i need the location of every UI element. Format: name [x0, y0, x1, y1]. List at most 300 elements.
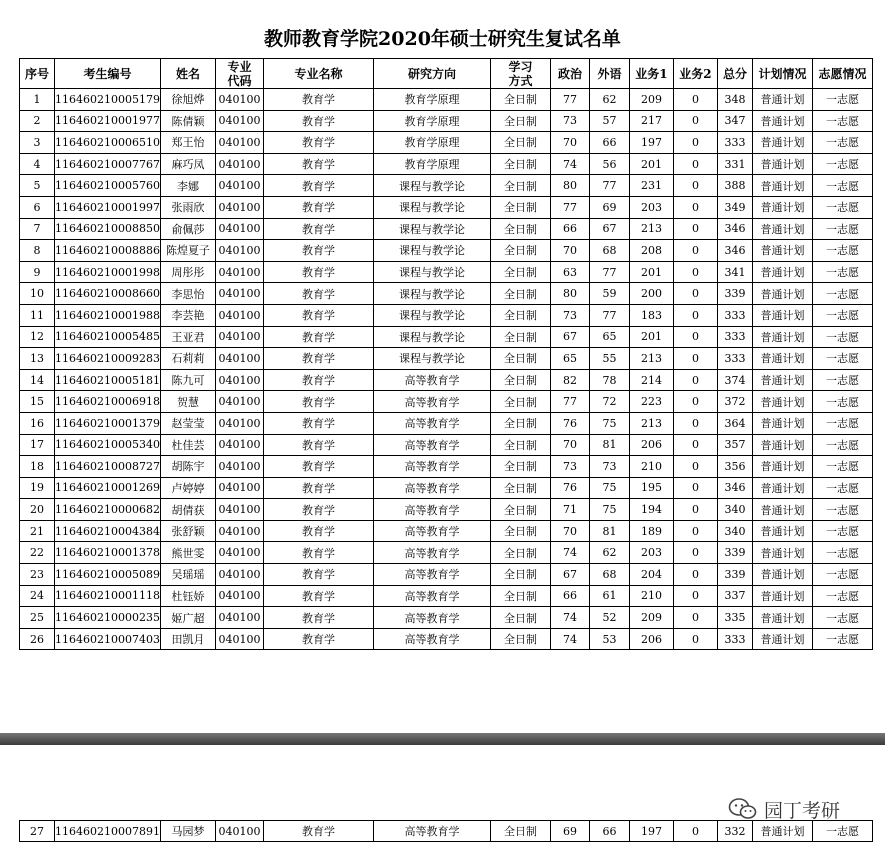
table-row: [20, 261, 873, 283]
cell-subject-2: 0: [673, 240, 717, 262]
cell-research-direction: 课程与教学论: [373, 348, 490, 370]
header-research-direction: 研究方向: [373, 59, 490, 89]
cell-major-name: 教育学: [263, 348, 373, 370]
cell-plan: 普通计划: [752, 542, 812, 564]
cell-major-name: 教育学: [263, 607, 373, 629]
cell-research-direction: 课程与教学论: [373, 175, 490, 197]
cell-subject-2: 0: [673, 628, 717, 650]
cell-study-mode: 全日制: [490, 391, 550, 413]
cell-exam-id: 116460210008727: [55, 456, 161, 478]
cell-research-direction: 课程与教学论: [373, 261, 490, 283]
cell-total: 341: [717, 261, 752, 283]
cell-total: 357: [717, 434, 752, 456]
cell-seq: 22: [20, 542, 55, 564]
cell-seq: 19: [20, 477, 55, 499]
cell-major-code: 040100: [215, 499, 263, 521]
cell-research-direction: 高等教育学: [373, 499, 490, 521]
cell-name: 俞佩莎: [160, 218, 215, 240]
cell-subject-1: 209: [629, 607, 673, 629]
cell-foreign-language: 81: [589, 520, 629, 542]
cell-subject-1: 203: [629, 196, 673, 218]
cell-preference: 一志愿: [812, 175, 872, 197]
cell-name: 姬广超: [160, 607, 215, 629]
cell-subject-2: 0: [673, 261, 717, 283]
cell-total: 372: [717, 391, 752, 413]
cell-major-name: 教育学: [263, 175, 373, 197]
cell-major-code: 040100: [215, 89, 263, 111]
cell-major-code: 040100: [215, 348, 263, 370]
cell-seq: 6: [20, 196, 55, 218]
cell-politics: 82: [550, 369, 589, 391]
cell-plan: 普通计划: [752, 520, 812, 542]
cell-politics: 74: [550, 607, 589, 629]
cell-major-name: 教育学: [263, 89, 373, 111]
cell-name: 麻巧凤: [160, 153, 215, 175]
cell-plan: 普通计划: [752, 456, 812, 478]
cell-politics: 77: [550, 89, 589, 111]
admission-list-table: [19, 58, 873, 650]
wechat-icon: [728, 797, 758, 821]
cell-major-code: 040100: [215, 628, 263, 650]
table-row: [20, 110, 873, 132]
cell-name: 陈倩颖: [160, 110, 215, 132]
watermark-text: 园丁考研: [764, 799, 841, 822]
cell-plan: 普通计划: [752, 153, 812, 175]
cell-politics: 67: [550, 564, 589, 586]
cell-preference: 一志愿: [812, 564, 872, 586]
cell-foreign-language: 53: [589, 628, 629, 650]
cell-name: 张舒颖: [160, 520, 215, 542]
cell-major-name: 教育学: [263, 821, 373, 842]
cell-preference: 一志愿: [812, 628, 872, 650]
table-header-row: [20, 59, 873, 89]
cell-exam-id: 116460210001988: [55, 304, 161, 326]
cell-politics: 77: [550, 196, 589, 218]
cell-major-name: 教育学: [263, 196, 373, 218]
header-major-name: 专业名称: [263, 59, 373, 89]
header-preference: 志愿情况: [812, 59, 872, 89]
cell-total: 347: [717, 110, 752, 132]
cell-politics: 76: [550, 477, 589, 499]
cell-total: 331: [717, 153, 752, 175]
cell-subject-1: 213: [629, 348, 673, 370]
cell-plan: 普通计划: [752, 391, 812, 413]
cell-preference: 一志愿: [812, 585, 872, 607]
cell-subject-2: 0: [673, 434, 717, 456]
header-plan: 计划情况: [752, 59, 812, 89]
cell-major-name: 教育学: [263, 369, 373, 391]
cell-study-mode: 全日制: [490, 542, 550, 564]
cell-study-mode: 全日制: [490, 89, 550, 111]
cell-name: 赵莹莹: [160, 412, 215, 434]
cell-foreign-language: 59: [589, 283, 629, 305]
cell-subject-1: 201: [629, 153, 673, 175]
cell-exam-id: 116460210001378: [55, 542, 161, 564]
cell-research-direction: 高等教育学: [373, 542, 490, 564]
cell-foreign-language: 81: [589, 434, 629, 456]
cell-foreign-language: 68: [589, 564, 629, 586]
cell-name: 吴瑶瑶: [160, 564, 215, 586]
cell-major-name: 教育学: [263, 261, 373, 283]
cell-preference: 一志愿: [812, 304, 872, 326]
cell-major-name: 教育学: [263, 326, 373, 348]
cell-total: 388: [717, 175, 752, 197]
cell-foreign-language: 75: [589, 499, 629, 521]
cell-seq: 5: [20, 175, 55, 197]
cell-foreign-language: 52: [589, 607, 629, 629]
cell-total: 340: [717, 499, 752, 521]
cell-name: 熊世雯: [160, 542, 215, 564]
cell-name: 田凯月: [160, 628, 215, 650]
cell-foreign-language: 66: [589, 132, 629, 154]
cell-exam-id: 116460210005760: [55, 175, 161, 197]
cell-major-name: 教育学: [263, 391, 373, 413]
cell-foreign-language: 62: [589, 89, 629, 111]
cell-seq: 20: [20, 499, 55, 521]
cell-politics: 73: [550, 456, 589, 478]
cell-subject-2: 0: [673, 283, 717, 305]
cell-subject-1: 217: [629, 110, 673, 132]
cell-politics: 74: [550, 153, 589, 175]
cell-research-direction: 课程与教学论: [373, 240, 490, 262]
cell-subject-1: 201: [629, 326, 673, 348]
cell-major-name: 教育学: [263, 628, 373, 650]
cell-total: 346: [717, 477, 752, 499]
cell-study-mode: 全日制: [490, 348, 550, 370]
cell-subject-1: 210: [629, 585, 673, 607]
cell-name: 李芸艳: [160, 304, 215, 326]
cell-research-direction: 高等教育学: [373, 607, 490, 629]
cell-total: 333: [717, 304, 752, 326]
cell-total: 333: [717, 628, 752, 650]
cell-study-mode: 全日制: [490, 240, 550, 262]
table-row: [20, 456, 873, 478]
cell-seq: 14: [20, 369, 55, 391]
cell-major-code: 040100: [215, 412, 263, 434]
cell-subject-2: 0: [673, 348, 717, 370]
header-foreign-language: 外语: [589, 59, 629, 89]
cell-name: 李思怡: [160, 283, 215, 305]
cell-major-code: 040100: [215, 153, 263, 175]
cell-subject-2: 0: [673, 607, 717, 629]
cell-name: 李娜: [160, 175, 215, 197]
table-row: [20, 218, 873, 240]
cell-politics: 80: [550, 175, 589, 197]
table-row: [20, 585, 873, 607]
cell-seq: 4: [20, 153, 55, 175]
cell-plan: 普通计划: [752, 89, 812, 111]
admission-list-table-continued: [19, 820, 873, 842]
cell-foreign-language: 62: [589, 542, 629, 564]
cell-politics: 65: [550, 348, 589, 370]
cell-preference: 一志愿: [812, 110, 872, 132]
cell-name: 石莉莉: [160, 348, 215, 370]
cell-plan: 普通计划: [752, 175, 812, 197]
cell-exam-id: 116460210005181: [55, 369, 161, 391]
cell-research-direction: 高等教育学: [373, 520, 490, 542]
cell-study-mode: 全日制: [490, 304, 550, 326]
cell-subject-1: 231: [629, 175, 673, 197]
header-politics: 政治: [550, 59, 589, 89]
table-row: [20, 89, 873, 111]
cell-total: 346: [717, 240, 752, 262]
cell-politics: 74: [550, 542, 589, 564]
cell-major-name: 教育学: [263, 564, 373, 586]
cell-name: 马园梦: [160, 821, 215, 842]
cell-politics: 80: [550, 283, 589, 305]
cell-name: 杜钰娇: [160, 585, 215, 607]
cell-study-mode: 全日制: [490, 434, 550, 456]
cell-subject-1: 206: [629, 628, 673, 650]
cell-seq: 12: [20, 326, 55, 348]
cell-seq: 26: [20, 628, 55, 650]
cell-research-direction: 高等教育学: [373, 391, 490, 413]
cell-total: 339: [717, 542, 752, 564]
cell-plan: 普通计划: [752, 240, 812, 262]
cell-study-mode: 全日制: [490, 110, 550, 132]
cell-subject-2: 0: [673, 456, 717, 478]
cell-politics: 70: [550, 434, 589, 456]
cell-foreign-language: 69: [589, 196, 629, 218]
cell-major-name: 教育学: [263, 153, 373, 175]
cell-exam-id: 116460210001118: [55, 585, 161, 607]
cell-name: 贺慧: [160, 391, 215, 413]
header-study-mode-text: 学习方式: [508, 59, 533, 88]
cell-seq: 13: [20, 348, 55, 370]
cell-major-name: 教育学: [263, 132, 373, 154]
cell-exam-id: 116460210005179: [55, 89, 161, 111]
table-row: [20, 132, 873, 154]
cell-seq: 9: [20, 261, 55, 283]
cell-subject-1: 208: [629, 240, 673, 262]
cell-total: 337: [717, 585, 752, 607]
cell-study-mode: 全日制: [490, 132, 550, 154]
cell-exam-id: 116460210001998: [55, 261, 161, 283]
cell-foreign-language: 66: [589, 821, 629, 842]
cell-foreign-language: 68: [589, 240, 629, 262]
cell-major-code: 040100: [215, 326, 263, 348]
cell-exam-id: 116460210001997: [55, 196, 161, 218]
header-major-code-text: 专业代码: [227, 59, 252, 88]
cell-exam-id: 116460210008660: [55, 283, 161, 305]
cell-major-code: 040100: [215, 132, 263, 154]
cell-politics: 63: [550, 261, 589, 283]
cell-plan: 普通计划: [752, 607, 812, 629]
cell-exam-id: 116460210001977: [55, 110, 161, 132]
cell-subject-2: 0: [673, 153, 717, 175]
cell-subject-1: 195: [629, 477, 673, 499]
cell-foreign-language: 57: [589, 110, 629, 132]
header-major-code: [215, 59, 263, 89]
cell-major-code: 040100: [215, 175, 263, 197]
cell-foreign-language: 75: [589, 412, 629, 434]
cell-major-name: 教育学: [263, 477, 373, 499]
cell-subject-1: 204: [629, 564, 673, 586]
cell-exam-id: 116460210005485: [55, 326, 161, 348]
table-row: [20, 607, 873, 629]
cell-research-direction: 课程与教学论: [373, 283, 490, 305]
cell-seq: 24: [20, 585, 55, 607]
cell-major-name: 教育学: [263, 110, 373, 132]
cell-subject-2: 0: [673, 477, 717, 499]
cell-name: 卢婷婷: [160, 477, 215, 499]
cell-research-direction: 高等教育学: [373, 564, 490, 586]
cell-total: 340: [717, 520, 752, 542]
cell-plan: 普通计划: [752, 499, 812, 521]
cell-subject-1: 200: [629, 283, 673, 305]
table-row: [20, 283, 873, 305]
cell-research-direction: 课程与教学论: [373, 326, 490, 348]
cell-exam-id: 116460210005340: [55, 434, 161, 456]
cell-total: 364: [717, 412, 752, 434]
table-row: [20, 520, 873, 542]
cell-total: 339: [717, 564, 752, 586]
cell-preference: 一志愿: [812, 240, 872, 262]
cell-foreign-language: 77: [589, 175, 629, 197]
cell-seq: 1: [20, 89, 55, 111]
cell-subject-1: 201: [629, 261, 673, 283]
cell-politics: 73: [550, 304, 589, 326]
cell-foreign-language: 56: [589, 153, 629, 175]
cell-name: 陈煌夏子: [160, 240, 215, 262]
cell-subject-1: 214: [629, 369, 673, 391]
cell-plan: 普通计划: [752, 369, 812, 391]
table-row: [20, 821, 873, 842]
cell-major-code: 040100: [215, 240, 263, 262]
table-row: [20, 391, 873, 413]
cell-subject-2: 0: [673, 585, 717, 607]
cell-study-mode: 全日制: [490, 628, 550, 650]
cell-subject-1: 206: [629, 434, 673, 456]
cell-plan: 普通计划: [752, 348, 812, 370]
table-row: [20, 175, 873, 197]
cell-major-name: 教育学: [263, 240, 373, 262]
cell-total: 333: [717, 348, 752, 370]
cell-research-direction: 教育学原理: [373, 89, 490, 111]
cell-total: 349: [717, 196, 752, 218]
cell-subject-2: 0: [673, 520, 717, 542]
cell-plan: 普通计划: [752, 218, 812, 240]
cell-research-direction: 教育学原理: [373, 153, 490, 175]
table-row: [20, 304, 873, 326]
cell-subject-2: 0: [673, 175, 717, 197]
cell-subject-2: 0: [673, 412, 717, 434]
cell-preference: 一志愿: [812, 520, 872, 542]
cell-study-mode: 全日制: [490, 585, 550, 607]
cell-preference: 一志愿: [812, 456, 872, 478]
cell-seq: 10: [20, 283, 55, 305]
cell-study-mode: 全日制: [490, 218, 550, 240]
cell-study-mode: 全日制: [490, 607, 550, 629]
cell-preference: 一志愿: [812, 261, 872, 283]
cell-foreign-language: 65: [589, 326, 629, 348]
table-row: [20, 628, 873, 650]
cell-plan: 普通计划: [752, 132, 812, 154]
cell-research-direction: 课程与教学论: [373, 218, 490, 240]
cell-research-direction: 高等教育学: [373, 412, 490, 434]
cell-study-mode: 全日制: [490, 456, 550, 478]
cell-foreign-language: 75: [589, 477, 629, 499]
cell-research-direction: 高等教育学: [373, 434, 490, 456]
cell-study-mode: 全日制: [490, 369, 550, 391]
cell-foreign-language: 55: [589, 348, 629, 370]
table-row: [20, 477, 873, 499]
cell-seq: 3: [20, 132, 55, 154]
cell-study-mode: 全日制: [490, 412, 550, 434]
header-subject-1: 业务1: [629, 59, 673, 89]
cell-name: 陈九可: [160, 369, 215, 391]
cell-major-name: 教育学: [263, 218, 373, 240]
cell-subject-2: 0: [673, 821, 717, 842]
table-row: [20, 369, 873, 391]
cell-research-direction: 教育学原理: [373, 110, 490, 132]
cell-seq: 17: [20, 434, 55, 456]
cell-exam-id: 116460210007767: [55, 153, 161, 175]
cell-study-mode: 全日制: [490, 175, 550, 197]
cell-research-direction: 高等教育学: [373, 477, 490, 499]
cell-major-name: 教育学: [263, 304, 373, 326]
cell-preference: 一志愿: [812, 153, 872, 175]
cell-total: 346: [717, 218, 752, 240]
cell-study-mode: 全日制: [490, 477, 550, 499]
cell-politics: 73: [550, 110, 589, 132]
cell-foreign-language: 72: [589, 391, 629, 413]
cell-major-code: 040100: [215, 607, 263, 629]
cell-politics: 67: [550, 326, 589, 348]
cell-study-mode: 全日制: [490, 196, 550, 218]
cell-major-code: 040100: [215, 110, 263, 132]
cell-exam-id: 116460210000682: [55, 499, 161, 521]
cell-name: 郑王怡: [160, 132, 215, 154]
cell-subject-1: 210: [629, 456, 673, 478]
cell-subject-1: 197: [629, 132, 673, 154]
cell-research-direction: 高等教育学: [373, 456, 490, 478]
cell-politics: 66: [550, 585, 589, 607]
cell-politics: 77: [550, 391, 589, 413]
cell-study-mode: 全日制: [490, 520, 550, 542]
cell-subject-2: 0: [673, 196, 717, 218]
cell-study-mode: 全日制: [490, 326, 550, 348]
cell-plan: 普通计划: [752, 821, 812, 842]
cell-preference: 一志愿: [812, 369, 872, 391]
cell-name: 杜佳芸: [160, 434, 215, 456]
cell-name: 胡倩获: [160, 499, 215, 521]
cell-subject-2: 0: [673, 132, 717, 154]
cell-exam-id: 116460210005089: [55, 564, 161, 586]
cell-exam-id: 116460210007403: [55, 628, 161, 650]
cell-plan: 普通计划: [752, 304, 812, 326]
cell-preference: 一志愿: [812, 196, 872, 218]
cell-major-code: 040100: [215, 218, 263, 240]
cell-total: 339: [717, 283, 752, 305]
cell-study-mode: 全日制: [490, 283, 550, 305]
cell-total: 333: [717, 132, 752, 154]
cell-seq: 21: [20, 520, 55, 542]
cell-subject-1: 213: [629, 412, 673, 434]
cell-total: 356: [717, 456, 752, 478]
cell-preference: 一志愿: [812, 542, 872, 564]
header-name: 姓名: [160, 59, 215, 89]
cell-foreign-language: 61: [589, 585, 629, 607]
header-exam-id: 考生编号: [55, 59, 161, 89]
cell-plan: 普通计划: [752, 434, 812, 456]
cell-preference: 一志愿: [812, 477, 872, 499]
cell-subject-1: 223: [629, 391, 673, 413]
cell-name: 胡陈宇: [160, 456, 215, 478]
cell-major-code: 040100: [215, 283, 263, 305]
cell-subject-2: 0: [673, 218, 717, 240]
cell-total: 332: [717, 821, 752, 842]
